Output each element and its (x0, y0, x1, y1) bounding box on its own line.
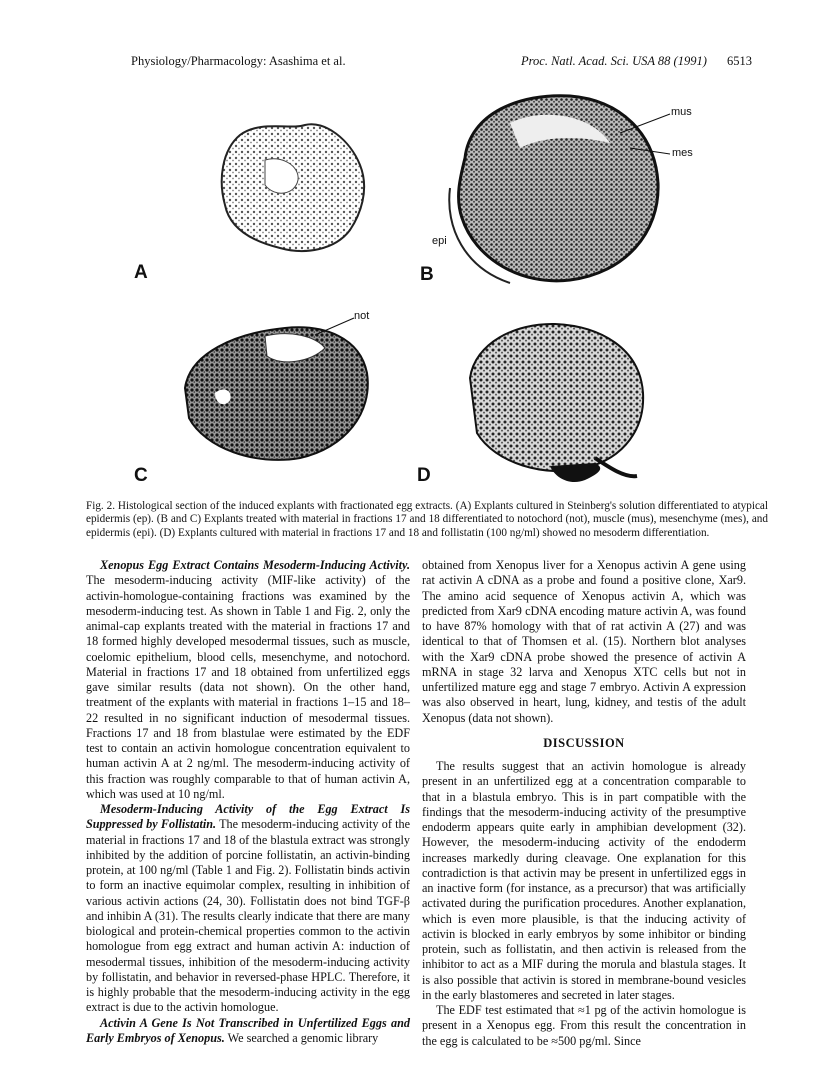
label-leader-lines-b (600, 108, 675, 168)
paragraph: obtained from Xenopus liver for a Xenopus activin A gene using rat activin A cDNA as a probe and found a positive clone, Xar9. The amino acid sequence of Xenopus activin A, which was predicted from Xar9 cDNA encoding mature activin A, was found to have 87% homology with that of rat activin A (27) and was identical to that of Thomsen et al. (15). Northern blot analyses with the Xar9 cDNA probe showed the presence of activin A mRNA in stage 32 larva and Xenopus XTC cells but not in unfertilized mature egg and stage 7 embryo. Activin A expression was also observed in heart, lung, kidney, and testis of the adult Xenopus (data not shown). (422, 558, 746, 725)
page-number: 6513 (727, 54, 752, 68)
paragraph-text: The mesoderm-inducing activity of the material in fractions 17 and 18 of the blastula extract was strongly inhibited by the addition of porcine follistatin, an activin-binding protein, at 100 ng/ml (Table 1 and Fig. 2). Follistatin binds activin to form an inactive equimolar complex, resulting in inhibition of various activin actions (24, 30). Follistatin does not bind TGF-β and inhibin A (31). The results clearly indicate that there are many biological and protein-chemical properties common to the activin homologue from egg extract and human activin A: induction of mesodermal tissues, inhibition of the mesoderm-inducing activity by follistatin, and behavior in reversed-phase HPLC. Therefore, it is highly probable that the mesoderm-inducing activity in the egg extract is due to the activin homologue. (86, 817, 410, 1015)
panel-label-c: C (134, 465, 148, 486)
figure-caption-number: Fig. 2. (86, 500, 115, 512)
label-mes: mes (672, 147, 693, 159)
paragraph: The results suggest that an activin homologue is already present in an unfertilized egg at a concentration comparable to that in a blastula embryo. This is in part compatible with the findings that the mesoderm-inducing activity of the presumptive endoderm appears quite early in amphibian development (32). However, the mesoderm-inducing activity of the endoderm increases markedly during cleavage. One explanation for this contradiction is that activin may be present in unfertilized eggs in an inactive form (for instance, as a precursor) that was artificially activated during the purification procedures. Another explanation, which is even more plausible, is that the inducing activity of activin is blocked in early embryos by some inhibitor or binding protein, such as follistatin, and then activin is released from the inhibitor to act as a MIF during the morula and blastula stages. It is also possible that activin is stored in membrane-bound vesicles in the early blastomeres and secreted in later stages. (422, 759, 746, 1002)
section-heading: DISCUSSION (543, 735, 625, 750)
running-head-journal: Proc. Natl. Acad. Sci. USA 88 (1991) (521, 54, 707, 68)
figure-caption-text: Histological section of the induced explants with fractionated egg extracts. (A) Explants cultured in Steinberg's solution differentiated to atypical epidermis (ep). (B and C) Explants treated with material in fractions 17 and 18 differentiated to notochord (not), muscle (mus), mesenchyme (mes), and epidermis (epi). (D) Explants cultured with material in fractions 17 and 18 and follistatin (100 ng/ml) showed no mesoderm differentiation. (86, 500, 768, 539)
label-epi: epi (432, 235, 447, 247)
run-in-heading: Mesoderm-Inducing Activity of the Egg Extract Is Suppressed by Follistatin. (86, 802, 410, 832)
micrograph-panel-c (175, 318, 375, 468)
paragraph-text: We searched a genomic library (227, 1030, 379, 1045)
panel-label-b: B (420, 264, 434, 285)
running-head-left: Physiology/Pharmacology: Asashima et al. (131, 54, 346, 68)
paragraph: The EDF test estimated that ≈1 pg of the activin homologue is present in a Xenopus egg. From this result the concentration in the egg is calculated to be ≈500 pg/ml. Since (422, 1003, 746, 1048)
paragraph (86, 802, 410, 1016)
label-mus: mus (671, 106, 692, 118)
micrograph-panel-d (455, 318, 650, 488)
figure-caption (86, 500, 768, 540)
right-column (422, 558, 746, 1049)
panel-label-a: A (134, 262, 148, 283)
run-in-heading: Activin A Gene Is Not Transcribed in Unfertilized Eggs and Early Embryos of Xenopus. (86, 1015, 410, 1045)
left-column (86, 558, 410, 1046)
paragraph-text: The mesoderm-inducing activity (MIF-like activity) of the activin-homologue-containing fractions was examined by the mesoderm-inducing test. As shown in Table 1 and Fig. 2, only the animal-cap explants treated with the material in fractions 17 and 18 formed highly developed mesodermal tissues, such as muscle, coelomic epithelium, blood cells, mesenchyme, and notochord. Material in fractions 17 and 18 obtained from unfertilized eggs gave similar results (data not shown). On the other hand, treatment of the explants with material in fractions 1–15 and 18–22 resulted in no significant induction of mesodermal tissues. Fractions 17 and 18 from blastulae were estimated by the EDF test to contain an activin homologue concentration equivalent to human activin A at 2 ng/ml. The mesoderm-inducing activity of this fraction was roughly comparable to that of human activin A, which was used at 10 ng/ml. (86, 573, 410, 801)
panel-label-d: D (417, 465, 431, 486)
label-not: not (354, 310, 370, 322)
label-leader-line-c (310, 315, 358, 340)
run-in-heading: Xenopus Egg Extract Contains Mesoderm-Inducing Activity. (100, 558, 410, 572)
micrograph-panel-a (210, 120, 375, 260)
paragraph (86, 558, 410, 802)
paragraph (86, 1016, 410, 1047)
